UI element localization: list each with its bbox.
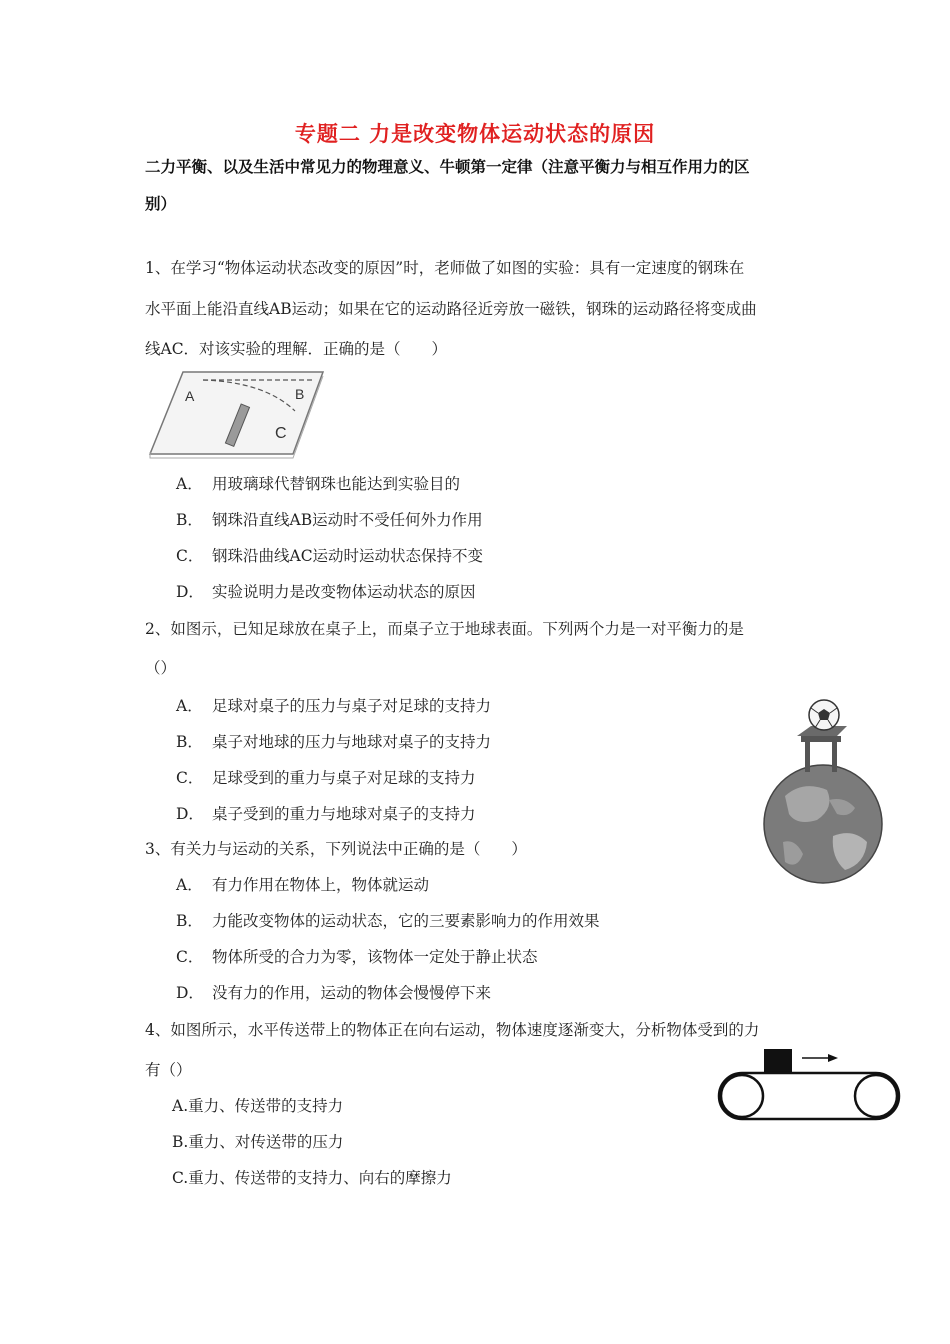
option-3a: A． 有力作用在物体上，物体就运动 — [176, 876, 430, 894]
question-1-line-3: 线AC．对该实验的理解．正确的是（ ） — [145, 340, 448, 358]
option-1d: D． 实验说明力是改变物体运动状态的原因 — [176, 583, 476, 601]
option-1c: C． 钢珠沿曲线AC运动时运动状态保持不变 — [176, 547, 484, 565]
option-1b: B． 钢珠沿直线AB运动时不受任何外力作用 — [176, 511, 483, 529]
figure-label-c: C — [275, 425, 287, 442]
question-2-line-2: （） — [145, 659, 177, 677]
magnet-experiment-figure — [145, 366, 330, 461]
question-4-line-1: 4、如图所示，水平传送带上的物体正在向右运动，物体速度逐渐变大，分析物体受到的力 — [145, 1021, 760, 1039]
option-2b: B． 桌子对地球的压力与地球对桌子的支持力 — [176, 733, 492, 751]
subtitle-line-2: 别） — [145, 195, 177, 213]
question-3-line-1: 3、有关力与运动的关系，下列说法中正确的是（ ） — [145, 840, 527, 858]
option-2a: A． 足球对桌子的压力与桌子对足球的支持力 — [176, 697, 492, 715]
figure-label-b: B — [295, 386, 305, 402]
option-3c: C． 物体所受的合力为零，该物体一定处于静止状态 — [176, 948, 538, 966]
option-4a: A.重力、传送带的支持力 — [172, 1097, 344, 1115]
option-2d: D． 桌子受到的重力与地球对桌子的支持力 — [176, 805, 476, 823]
option-2c: C． 足球受到的重力与桌子对足球的支持力 — [176, 769, 476, 787]
option-3b: B． 力能改变物体的运动状态，它的三要素影响力的作用效果 — [176, 912, 600, 930]
conveyor-belt-figure — [716, 1046, 902, 1122]
option-3d: D． 没有力的作用，运动的物体会慢慢停下来 — [176, 984, 492, 1002]
football-table-earth-figure — [755, 696, 885, 996]
page-title: 专题二 力是改变物体运动状态的原因 — [294, 122, 656, 146]
option-4b: B.重力、对传送带的压力 — [172, 1133, 344, 1151]
figure-label-a: A — [185, 388, 195, 404]
subtitle-line-1: 二力平衡、以及生活中常见力的物理意义、牛顿第一定律（注意平衡力与相互作用力的区 — [145, 158, 750, 176]
option-1a: A． 用玻璃球代替钢珠也能达到实验目的 — [176, 475, 461, 493]
question-4-line-2: 有（） — [145, 1061, 192, 1079]
question-2-line-1: 2、如图示，已知足球放在桌子上，而桌子立于地球表面。下列两个力是一对平衡力的是 — [145, 620, 744, 638]
option-4c: C.重力、传送带的支持力、向右的摩擦力 — [172, 1169, 452, 1187]
question-1-line-2: 水平面上能沿直线AB运动；如果在它的运动路径近旁放一磁铁，钢珠的运动路径将变成曲 — [145, 300, 757, 318]
question-1-line-1: 1、在学习“物体运动状态改变的原因”时，老师做了如图的实验：具有一定速度的钢珠在 — [145, 259, 745, 277]
